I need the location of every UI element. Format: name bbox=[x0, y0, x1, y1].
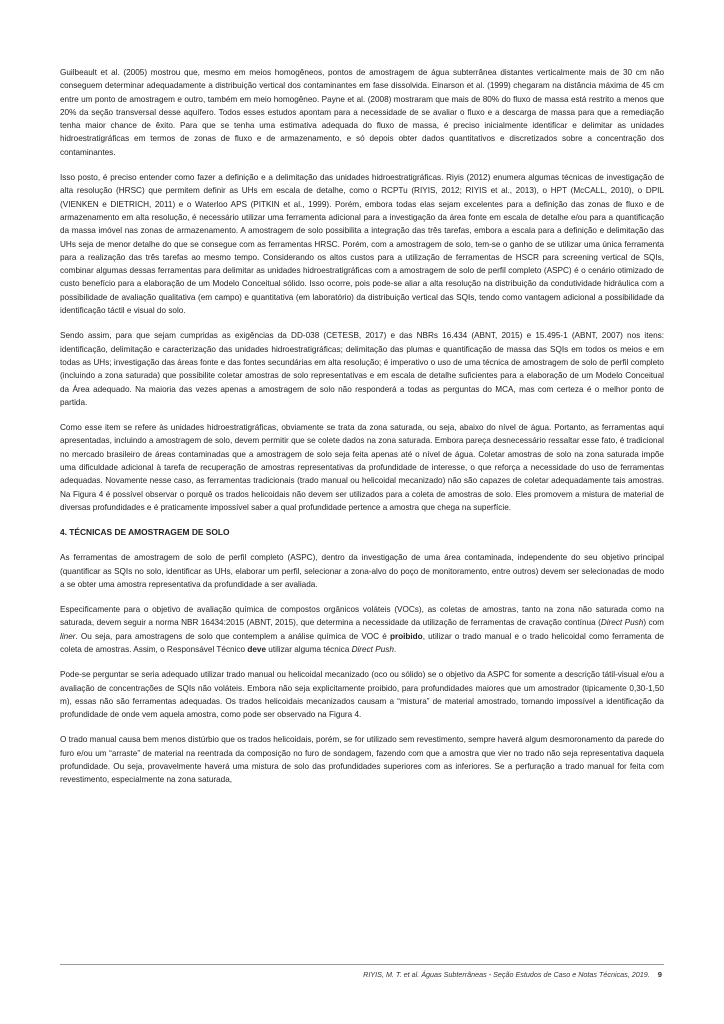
page-footer bbox=[363, 970, 662, 979]
paragraph-1: Guilbeault et al. (2005) mostrou que, mesmo em meios homogêneos, pontos de amostragem de água subterrânea distantes verticalmente mais de 30 cm não conseguem determinar adequadamente a distribuição vertical dos contaminantes em fase dissolvida. Einarson et al. (1999) chegaram na distância máxima de 45 cm entre um ponto de amostragem e outro, também em meio homogêneo. Payne et al. (2008) mostraram que mais de 80% do fluxo de massa está restrito a menos que 20% da seção transversal desse aquífero. Todos esses estudos apontam para a necessidade de se avaliar o fluxo e a descarga de massa para que a remediação tenha maior chance de êxito. Para que se tenha uma estimativa adequada do fluxo de massa, é preciso inicialmente identificar e delimitar as unidades hidroestratigráficas em termos de zonas de fluxo e de armazenamento, e só depois obter dados quantitativos e discretizados sobre a concentração dos contaminantes. bbox=[60, 68, 664, 157]
italic-run: liner bbox=[60, 631, 76, 641]
bold-run: proibido bbox=[389, 631, 423, 641]
text-run: ) com bbox=[643, 618, 664, 628]
text-run: . bbox=[393, 644, 397, 654]
text-run: Especificamente para o objetivo de avaliação química de compostos orgânicos voláteis (VOCs), as coletas de amostras, tanto na zona não saturada como na saturada, devem seguir a norma NBR 16434:2015 (ABNT, 2015), que determina a necessidade da utilização de ferramentas de cravação contínua ( bbox=[60, 605, 664, 628]
paragraph-7: Pode-se perguntar se seria adequado utilizar trado manual ou helicoidal mecanizado (oco ou sólido) se o objetivo da ASPC for somente a descrição tátil-visual e/ou a avaliação de concentrações de SQIs não voláteis. Embora não seja explicitamente proibido, para profundidades maiores que um amostrador (tipicamente 0,30-1,50 m), essas não são ferramentas adequadas. Os trados helicoidais mecanizados causam a “mistura” de material amostrado, tornando impossível a identificação da profundidade de onde vem aquela amostra, como pode ser observado na Figura 4. bbox=[60, 670, 664, 720]
text-run: . Ou seja, para amostragens de solo que contemplem a análise química de VOC é bbox=[75, 631, 390, 641]
paragraph-8: O trado manual causa bem menos distúrbio que os trados helicoidais, porém, se for utilizado sem revestimento, sempre haverá algum desmoronamento da parede do furo e/ou um “arraste” de material na reentrada da composição no furo de sondagem, fazendo com que a amostra que vier no trado não seja representativa daquela profundidade. Ou seja, provavelmente haverá uma mistura de solo das profundidades superiores com as inferiores. Se a perfuração a trado manual for feita com revestimento, especialmente na zona saturada, bbox=[60, 735, 664, 785]
page-number: 9 bbox=[657, 970, 662, 979]
footer-divider bbox=[60, 964, 664, 965]
paragraph-3: Sendo assim, para que sejam cumpridas as exigências da DD-038 (CETESB, 2017) e das NBRs 16.434 (ABNT, 2015) e 15.495-1 (ABNT, 2007) nos itens: identificação, delimitação e caracterização das unidades hidroestratigráficas; delimitação das plumas e quantificação de massa das SQIs em todos os meios e em todas as UHs; investigação das áreas fonte e das fontes secundárias em alta resolução; é imperativo o uso de uma técnica de amostragem de solo de perfil completo (incluindo a zona saturada) que possibilite coletar amostras de solo representativas e em escala de detalhe suficientes para a elaboração de um Modelo Conceitual da Área adequado. Na maioria das vezes apenas a amostragem de solo não responderá a todas as perguntas do MCA, mas com certeza é o melhor ponto de partida. bbox=[60, 331, 664, 407]
italic-run: Direct Push bbox=[600, 618, 644, 628]
footer-citation: RIYIS, M. T. et al. Águas Subterrâneas - Seção Estudos de Caso e Notas Técnicas, 2019. bbox=[363, 970, 650, 979]
paragraph-6 bbox=[60, 603, 664, 656]
paragraph-4: Como esse item se refere às unidades hidroestratigráficas, obviamente se trata da zona saturada, ou seja, abaixo do nível de água. Portanto, as ferramentas aqui apresentadas, incluindo a amostragem de solo, devem permitir que se colete dados na zona saturada. Embora pareça desnecessário ressaltar esse fato, é tradicional no mercado brasileiro de áreas contaminadas que a amostragem de solo seja feita apenas até o nível de água. Coletar amostras de solo na zona saturada impõe uma dificuldade adicional à tarefa de recuperação de amostras representativas da profundidade de interesse, o que reforça a necessidade do uso de ferramentas adequadas. Novamente nesse caso, as ferramentas tradicionais (trado manual ou helicoidal mecanizado) não são capazes de coletar adequadamente tais amostras. Na Figura 4 é possível observar o porquê os trados helicoidais não devem ser utilizados para a coleta de amostras de solo. Eles promovem a mistura de material de diversas profundidades e é praticamente impossível saber a qual profundidade pertence a amostra que chega na superfície. bbox=[60, 423, 664, 512]
paragraph-2: Isso posto, é preciso entender como fazer a definição e a delimitação das unidades hidroestratigráficas. Riyis (2012) enumera algumas técnicas de investigação de alta resolução (HRSC) que permitem definir as UHs em escala de detalhe, como o RCPTu (RIYIS, 2012; RIYIS et al., 2013), o HPT (McCALL, 2010), o DPIL (VIENKEN e DIETRICH, 2011) e o Waterloo APS (PITKIN et al., 1999). Porém, embora todas elas sejam excelentes para a definição das zonas de fluxo e de armazenamento em alta resolução, é necessário utilizar uma ferramenta adicional para a investigação da área fonte em escala de detalhe e/ou para a quantificação da massa imóvel nas zonas de armazenamento. A amostragem de solo possibilita a integração das três tarefas, embora a escala para a definição e delimitação das UHs seja de menor detalhe do que se consegue com as ferramentas HRSC. Porém, com a amostragem de solo, tem-se o ganho de se utilizar uma única ferramenta para a realização das três tarefas ao mesmo tempo. Considerando os altos custos para a utilização de ferramentas de HSCR para screening vertical de SQIs, combinar algumas dessas ferramentas para delimitar as unidades hidroestratigráficas com a amostragem de solo de perfil completo (ASPC) é o cenário otimizado de custo benefício para a elaboração de um Modelo Conceitual sólido. Isso ocorre, pois pode-se aliar a alta resolução na distribuição da condutividade hidráulica com a possibilidade de avaliação qualitativa (em campo) e quantitativa (em laboratório) da distribuição vertical das SQIs, tendo como vantagem adicional a possibilidade da identificação táctil e visual do solo. bbox=[60, 173, 664, 316]
paragraph-5: As ferramentas de amostragem de solo de perfil completo (ASPC), dentro da investigação de uma área contaminada, independente do seu objetivo principal (quantificar as SQIs no solo, identificar as UHs, elaborar um perfil, selecionar a zona-alvo do poço de monitoramento, entre outros) devem ser selecionadas de modo a se obter uma amostra representativa da profundidade a ser avaliada. bbox=[60, 553, 664, 589]
bold-run: deve bbox=[247, 644, 267, 654]
page-body bbox=[60, 66, 664, 799]
text-run: utilizar alguma técnica bbox=[266, 644, 352, 654]
section-heading: 4. TÉCNICAS DE AMOSTRAGEM DE SOLO bbox=[60, 527, 230, 538]
italic-run: Direct Push bbox=[351, 644, 394, 654]
text-run: , utilizar o trado manual e o trado helicoidal como ferramenta de coleta de amostras. Assim, o Responsável Técnico bbox=[60, 631, 664, 654]
